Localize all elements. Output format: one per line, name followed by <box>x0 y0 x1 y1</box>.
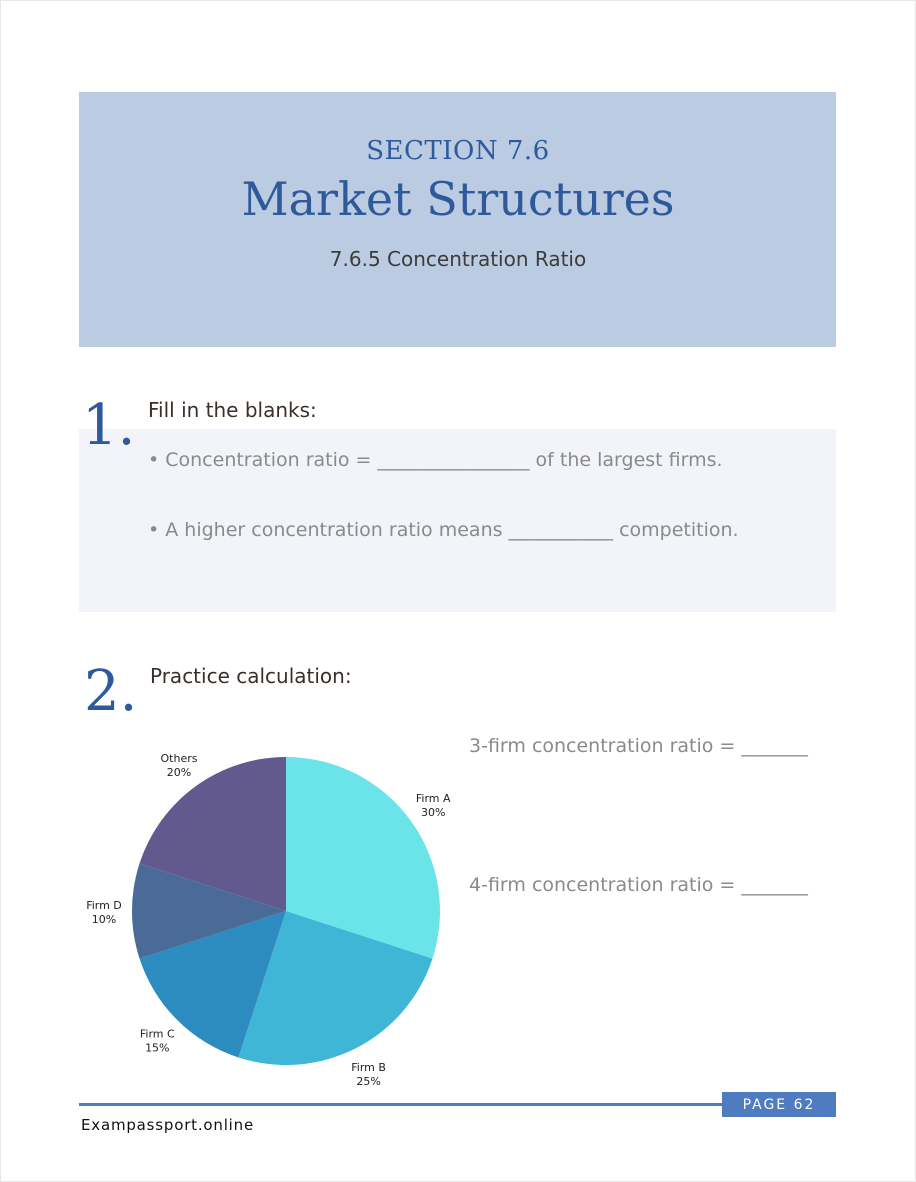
pie-value-firm-b: 25% <box>356 1075 381 1089</box>
pie-value-others: 20% <box>166 765 192 779</box>
pie-label-firm-a: Firm A <box>415 792 451 805</box>
pie-value-firm-a: 30% <box>420 806 446 819</box>
pie-label-others: Others <box>160 751 198 765</box>
page-number-badge: PAGE 62 <box>722 1092 836 1117</box>
four-firm-ratio-blank: 4-firm concentration ratio = _______ <box>469 874 808 896</box>
question-2-heading: Practice calculation: <box>150 664 352 688</box>
pie-value-firm-c: 15% <box>145 1041 170 1055</box>
fill-blank-item-1: • Concentration ratio = ________________ of the largest firms. <box>148 449 723 471</box>
footer-rule <box>79 1103 722 1106</box>
pie-label-firm-c: Firm C <box>139 1027 175 1041</box>
question-1-number: 1. <box>82 393 136 458</box>
footer-site-name: Exampassport.online <box>81 1116 254 1134</box>
section-label: SECTION 7.6 <box>366 136 550 166</box>
pie-value-firm-d: 10% <box>91 913 117 926</box>
pie-label-firm-b: Firm B <box>351 1061 386 1075</box>
page-title: Market Structures <box>241 172 675 226</box>
question-1-heading: Fill in the blanks: <box>148 398 317 422</box>
page-subtitle: 7.6.5 Concentration Ratio <box>329 247 587 271</box>
market-share-pie-chart <box>80 740 470 1090</box>
pie-label-firm-d: Firm D <box>86 899 122 912</box>
question-2-number: 2. <box>84 659 138 724</box>
three-firm-ratio-blank: 3-firm concentration ratio = _______ <box>469 735 808 757</box>
fill-blank-item-2: • A higher concentration ratio means ___________ competition. <box>148 519 739 541</box>
